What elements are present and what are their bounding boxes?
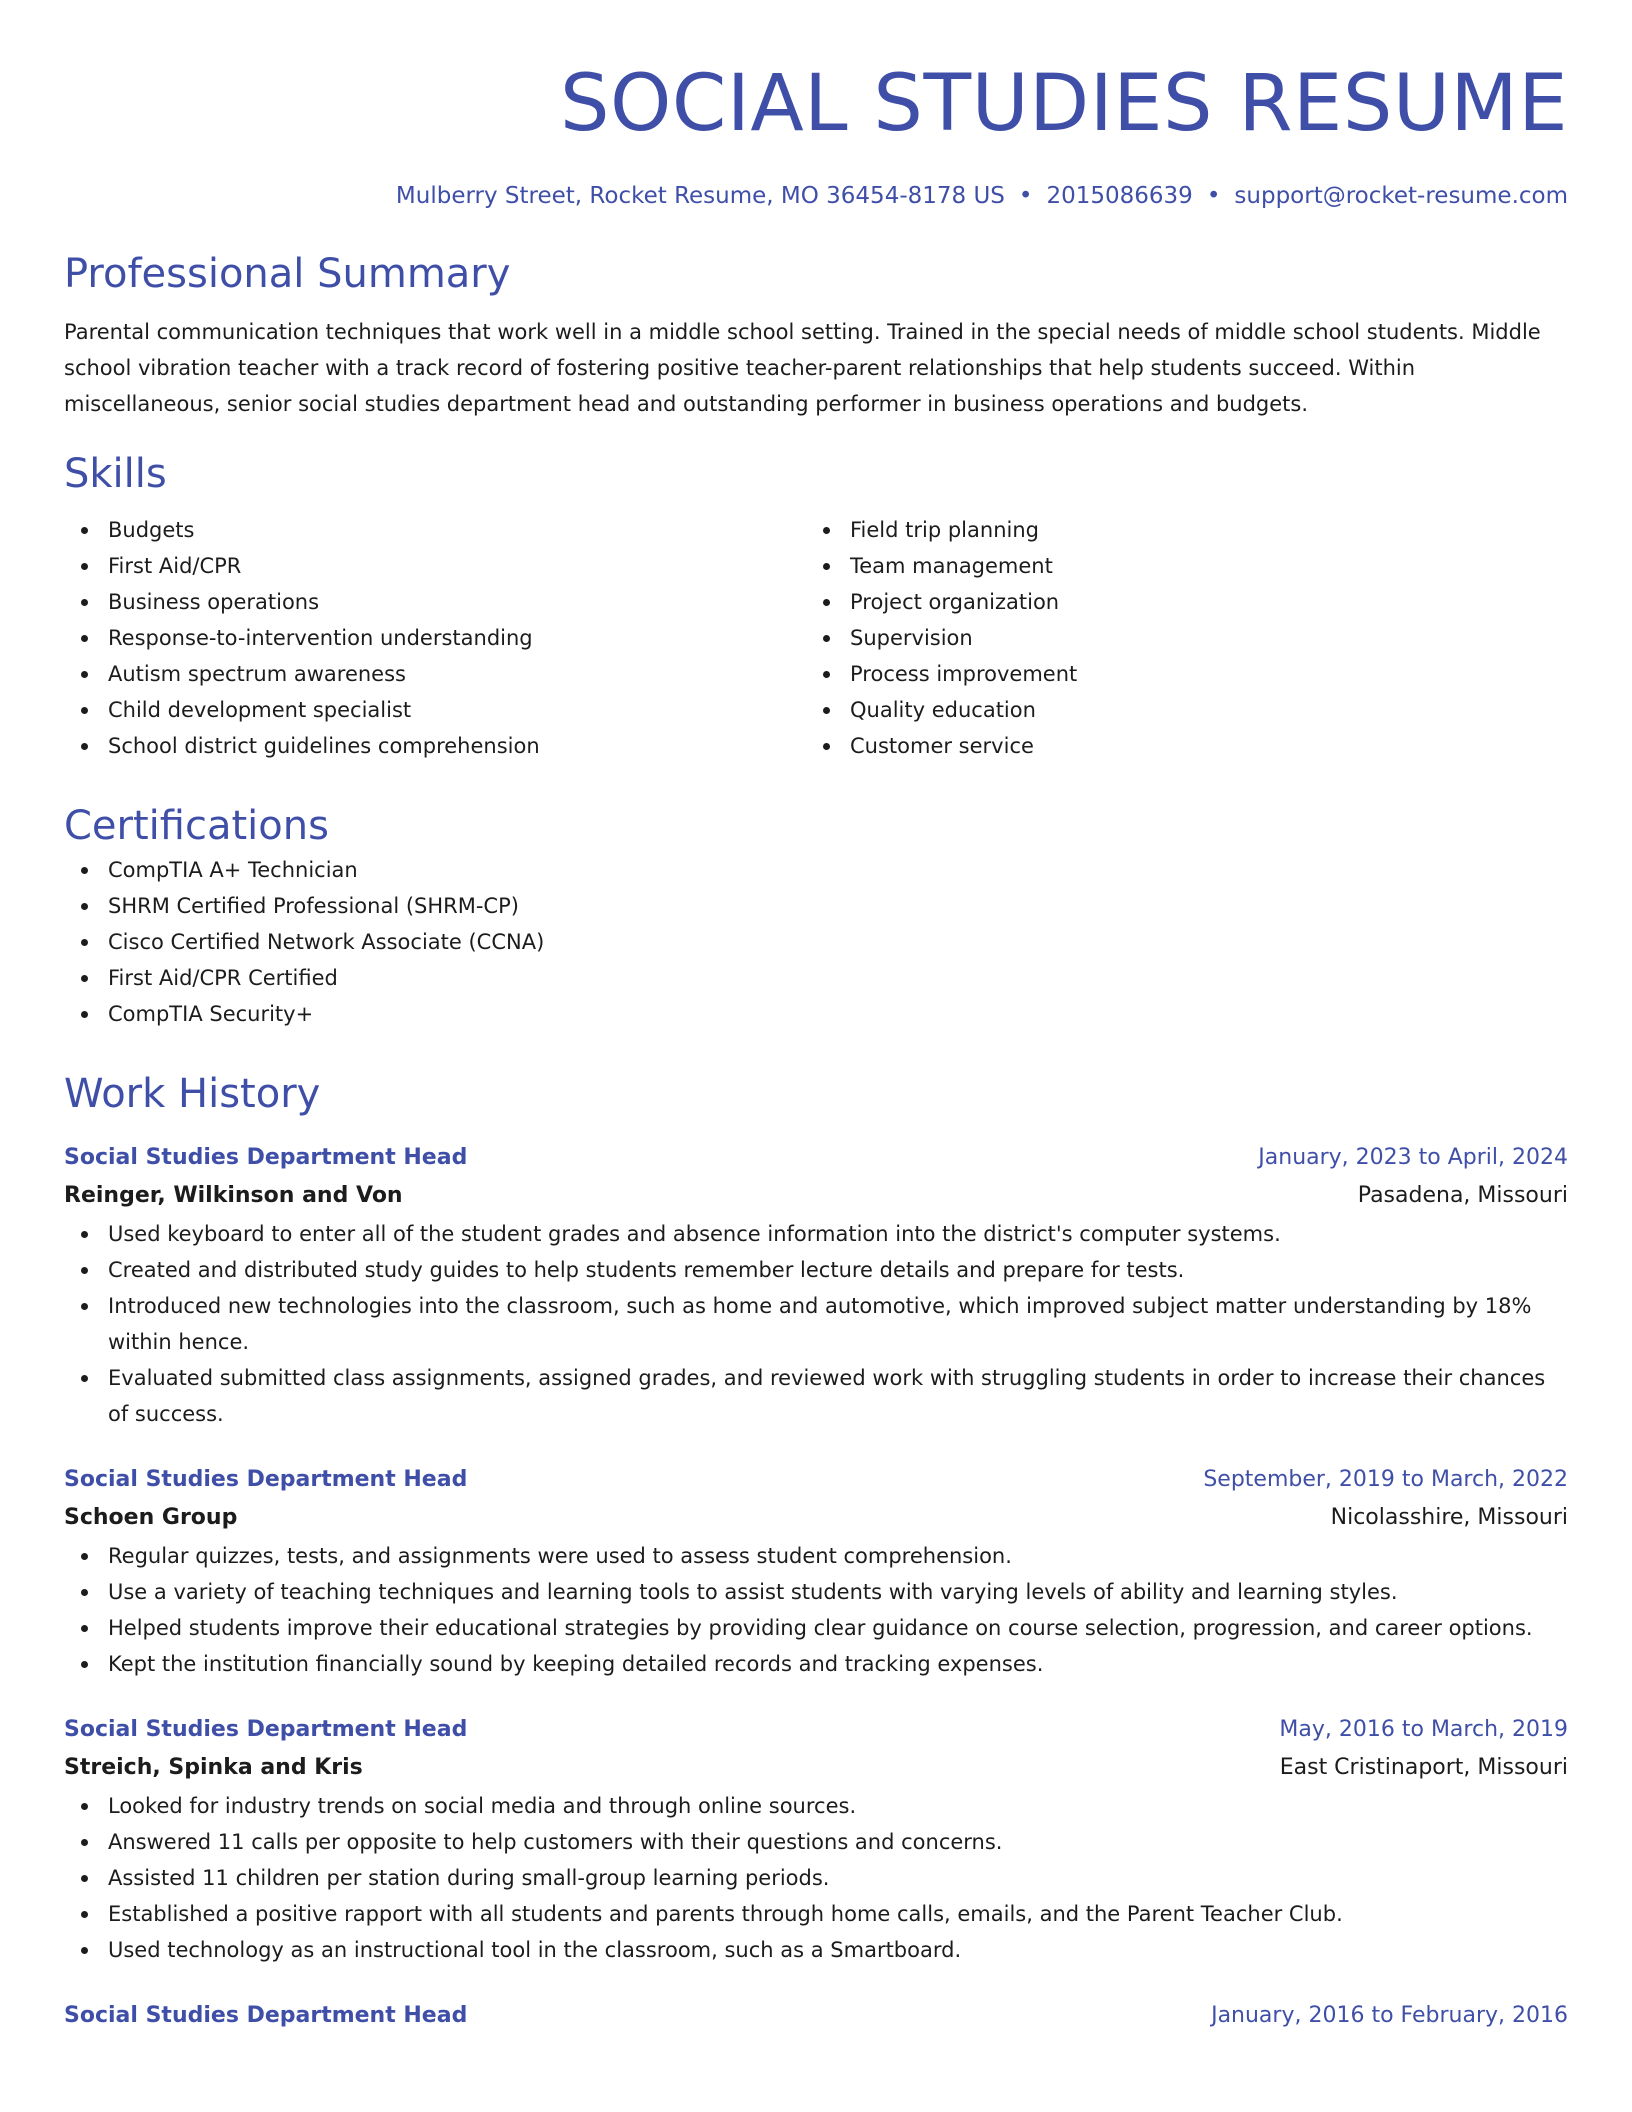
job-title: Social Studies Department Head (64, 2003, 468, 2028)
job-duty: Use a variety of teaching techniques and learning tools to assist students with varying levels of ability and learning styles. (64, 1574, 1568, 1610)
job-duty: Introduced new technologies into the classroom, such as home and automotive, which improved subject matter understanding by 18% within hence. (64, 1288, 1568, 1360)
resume-header (64, 0, 1568, 212)
skills-column-right (806, 512, 1548, 764)
job-title-row (64, 1140, 1568, 1176)
certification-item: First Aid/CPR Certified (64, 960, 1568, 996)
job-duty: Kept the institution financially sound by keeping detailed records and tracking expenses. (64, 1646, 1568, 1682)
job-company: Streich, Spinka and Kris (64, 1755, 363, 1780)
job-title: Social Studies Department Head (64, 1467, 468, 1492)
skill-item: Field trip planning (806, 512, 1548, 548)
job-company: Reinger, Wilkinson and Von (64, 1183, 403, 1208)
skills-heading: Skills (64, 451, 167, 497)
certifications-list (64, 852, 1568, 1032)
skill-item: Budgets (64, 512, 806, 548)
job-dates: September, 2019 to March, 2022 (1203, 1467, 1568, 1492)
job-duty: Regular quizzes, tests, and assignments were used to assess student comprehension. (64, 1538, 1568, 1574)
skill-item: Process improvement (806, 656, 1548, 692)
skills-grid (64, 512, 1568, 764)
contact-separator: • (1018, 183, 1033, 209)
job-title-row (64, 1998, 1568, 2034)
contact-address: Mulberry Street, Rocket Resume, MO 36454-8178 US (395, 183, 1005, 209)
skills-list-right (806, 512, 1548, 764)
certification-item: SHRM Certified Professional (SHRM-CP) (64, 888, 1568, 924)
job-dates: January, 2016 to February, 2016 (1211, 2003, 1568, 2028)
job-location: East Cristinaport, Missouri (1279, 1755, 1568, 1780)
job-entry (64, 1462, 1568, 1682)
contact-phone: 2015086639 (1046, 183, 1193, 209)
job-duties-list (64, 1538, 1568, 1682)
job-duty: Created and distributed study guides to help students remember lecture details and prepare for tests. (64, 1252, 1568, 1288)
certification-item: CompTIA Security+ (64, 996, 1568, 1032)
job-company-row (64, 1498, 1568, 1538)
resume-page (64, 0, 1568, 2034)
job-duty: Answered 11 calls per opposite to help customers with their questions and concerns. (64, 1824, 1568, 1860)
job-company: Schoen Group (64, 1505, 238, 1530)
certification-item: CompTIA A+ Technician (64, 852, 1568, 888)
contact-separator: • (1206, 183, 1221, 209)
skill-item: Team management (806, 548, 1548, 584)
job-company-row (64, 1176, 1568, 1216)
job-location: Nicolasshire, Missouri (1330, 1505, 1568, 1530)
skill-item: First Aid/CPR (64, 548, 806, 584)
contact-email[interactable]: support@rocket-resume.com (1234, 183, 1568, 209)
job-duty: Established a positive rapport with all students and parents through home calls, emails, and the Parent Teacher Club. (64, 1896, 1568, 1932)
job-title: Social Studies Department Head (64, 1145, 468, 1170)
skill-item: Customer service (806, 728, 1548, 764)
job-duty: Used keyboard to enter all of the student grades and absence information into the district's computer systems. (64, 1216, 1568, 1252)
job-entry (64, 1712, 1568, 1968)
job-location: Pasadena, Missouri (1357, 1183, 1568, 1208)
job-dates: January, 2023 to April, 2024 (1258, 1145, 1568, 1170)
job-title-row (64, 1712, 1568, 1748)
job-duty: Looked for industry trends on social media and through online sources. (64, 1788, 1568, 1824)
job-duty: Evaluated submitted class assignments, assigned grades, and reviewed work with struggling students in order to increase their chances of success. (64, 1360, 1568, 1432)
certifications-heading: Certifications (64, 803, 329, 849)
certification-item: Cisco Certified Network Associate (CCNA) (64, 924, 1568, 960)
skill-item: Response-to-intervention understanding (64, 620, 806, 656)
skills-list-left (64, 512, 806, 764)
job-entry (64, 1140, 1568, 1432)
skill-item: School district guidelines comprehension (64, 728, 806, 764)
job-dates: May, 2016 to March, 2019 (1279, 1717, 1568, 1742)
skill-item: Autism spectrum awareness (64, 656, 806, 692)
job-duty: Used technology as an instructional tool in the classroom, such as a Smartboard. (64, 1932, 1568, 1968)
skill-item: Business operations (64, 584, 806, 620)
contact-line (64, 180, 1568, 212)
job-duty: Assisted 11 children per station during small-group learning periods. (64, 1860, 1568, 1896)
resume-title: SOCIAL STUDIES RESUME (559, 59, 1568, 149)
job-entry (64, 1998, 1568, 2034)
job-duties-list (64, 1216, 1568, 1432)
skill-item: Project organization (806, 584, 1548, 620)
skill-item: Supervision (806, 620, 1548, 656)
summary-heading: Professional Summary (64, 251, 511, 297)
work-history-heading: Work History (64, 1071, 321, 1117)
job-title: Social Studies Department Head (64, 1717, 468, 1742)
job-title-row (64, 1462, 1568, 1498)
job-company-row (64, 1748, 1568, 1788)
skill-item: Child development specialist (64, 692, 806, 728)
job-duty: Helped students improve their educational strategies by providing clear guidance on course selection, progression, and career options. (64, 1610, 1568, 1646)
skills-column-left (64, 512, 806, 764)
job-duties-list (64, 1788, 1568, 1968)
summary-text: Parental communication techniques that work well in a middle school setting. Trained in the special needs of middle school students. Middle school vibration teacher with a track record of fostering positive teacher-parent relationships that help students succeed. Within miscellaneous, senior social studies department head and outstanding performer in business operations and budgets. (64, 320, 1541, 416)
skill-item: Quality education (806, 692, 1548, 728)
